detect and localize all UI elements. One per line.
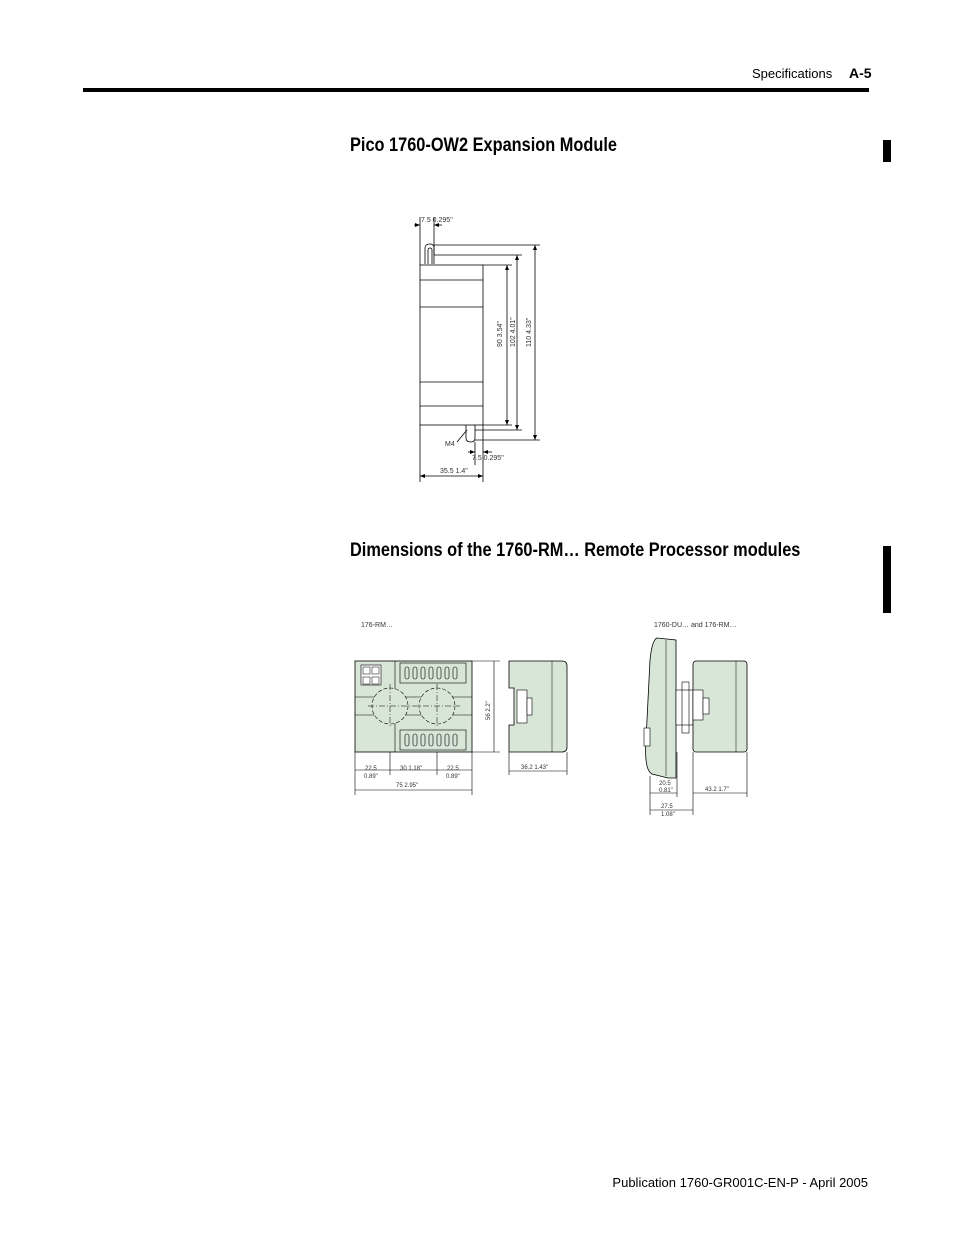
dim-0-81: 0.81" — [659, 788, 673, 794]
dim-43-2: 43.2 1.7" — [705, 787, 729, 793]
margin-tab-marker — [883, 546, 891, 613]
remote-processor-dimension-drawing — [340, 610, 760, 820]
dim-102mm: 102 4.01" — [510, 317, 517, 347]
dim-36-2: 36.2 1.43" — [521, 765, 549, 771]
dim-top-offset: 7.5 0.295" — [421, 217, 453, 224]
dim-22-5-right: 22.5 — [447, 766, 459, 772]
dim-bottom-offset: 7.5 0.295" — [472, 455, 504, 462]
expansion-module-dimension-drawing — [400, 205, 560, 490]
running-header-section: Specifications — [752, 66, 833, 81]
dim-90mm: 90 3.54" — [497, 321, 504, 347]
display-assembly-side-view — [644, 638, 747, 778]
right-figure-label: 1760-DU… and 176-RM… — [654, 622, 737, 629]
page-number: A-5 — [849, 65, 872, 81]
module-side-view — [509, 661, 567, 752]
dim-27-5: 27.5 — [661, 804, 673, 810]
margin-tab-marker — [883, 140, 891, 162]
dim-0-89-left: 0.89" — [364, 774, 378, 780]
dim-56: 56 2.2" — [486, 701, 492, 720]
module-front-view — [355, 661, 472, 752]
dim-75: 75 2.95" — [396, 783, 419, 789]
dim-0-89-right: 0.89" — [446, 774, 460, 780]
dim-width: 35.5 1.4" — [440, 468, 468, 475]
screw-m4-label: M4 — [445, 441, 455, 448]
dim-22-5-left: 22.5 — [365, 766, 377, 772]
section-title: Pico 1760-OW2 Expansion Module — [350, 135, 617, 156]
header-rule — [83, 88, 869, 92]
dim-30: 30 1.18" — [400, 766, 423, 772]
left-figure-label: 176-RM… — [361, 622, 393, 629]
dim-1-08: 1.08" — [661, 812, 675, 818]
publication-footer: Publication 1760-GR001C-EN-P - April 2005 — [612, 1175, 868, 1190]
section-title: Dimensions of the 1760-RM… Remote Processor modules — [350, 540, 801, 561]
dim-110mm: 110 4.33" — [526, 317, 533, 347]
dim-20-5: 20.5 — [659, 781, 671, 787]
